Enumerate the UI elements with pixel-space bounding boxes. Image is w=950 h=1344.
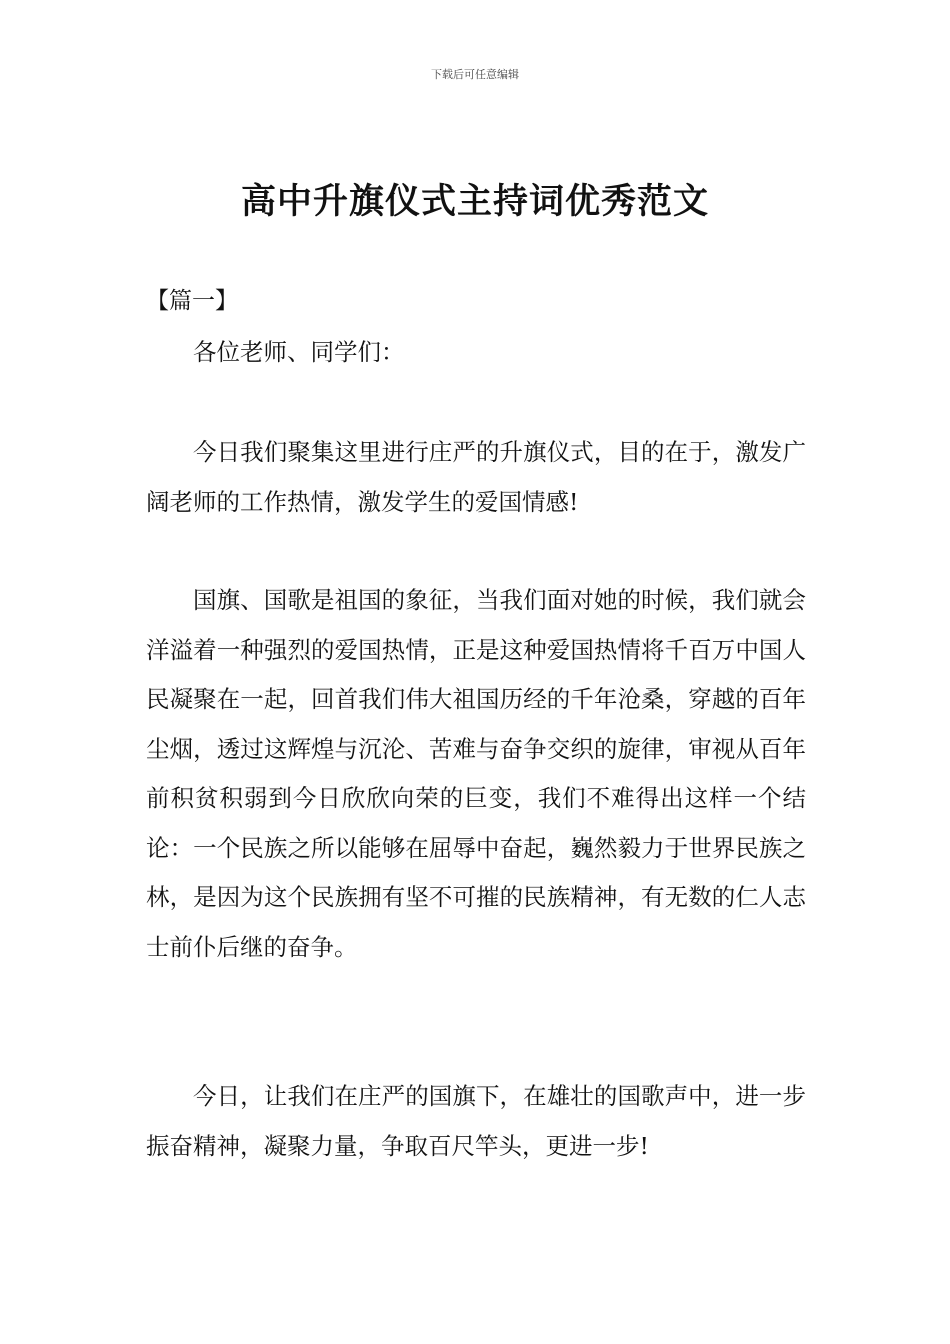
paragraph-3: 今日，让我们在庄严的国旗下，在雄壮的国歌声中，进一步振奋精神，凝聚力量，争取百尺竿头，更进一步! (146, 1082, 806, 1160)
paragraph-1: 今日我们聚集这里进行庄严的升旗仪式，目的在于，激发广阔老师的工作热情，激发学生的爱国情感! (146, 438, 806, 516)
page-title: 高中升旗仪式主持词优秀范文 (240, 182, 709, 222)
paragraph-2: 国旗、国歌是祖国的象征，当我们面对她的时候，我们就会洋溢着一种强烈的爱国热情，正是这种爱国热情将千百万中国人民凝聚在一起，回首我们伟大祖国历经的千年沧桑，穿越的百年尘烟，透过这辉煌与沉沦、苦难与奋争交织的旋律，审视从百年前积贫积弱到今日欣欣向荣的巨变，我们不难得出这样一个结论：一个民族之所以能够在屈辱中奋起，巍然毅力于世界民族之林，是因为这个民族拥有坚不可摧的民族精神，有无数的仁人志士前仆后继的奋争。 (146, 586, 806, 961)
section-label: 【篇一】 (146, 288, 238, 314)
greeting-line: 各位老师、同学们： (193, 338, 405, 366)
header-note: 下载后可任意编辑 (431, 68, 519, 81)
